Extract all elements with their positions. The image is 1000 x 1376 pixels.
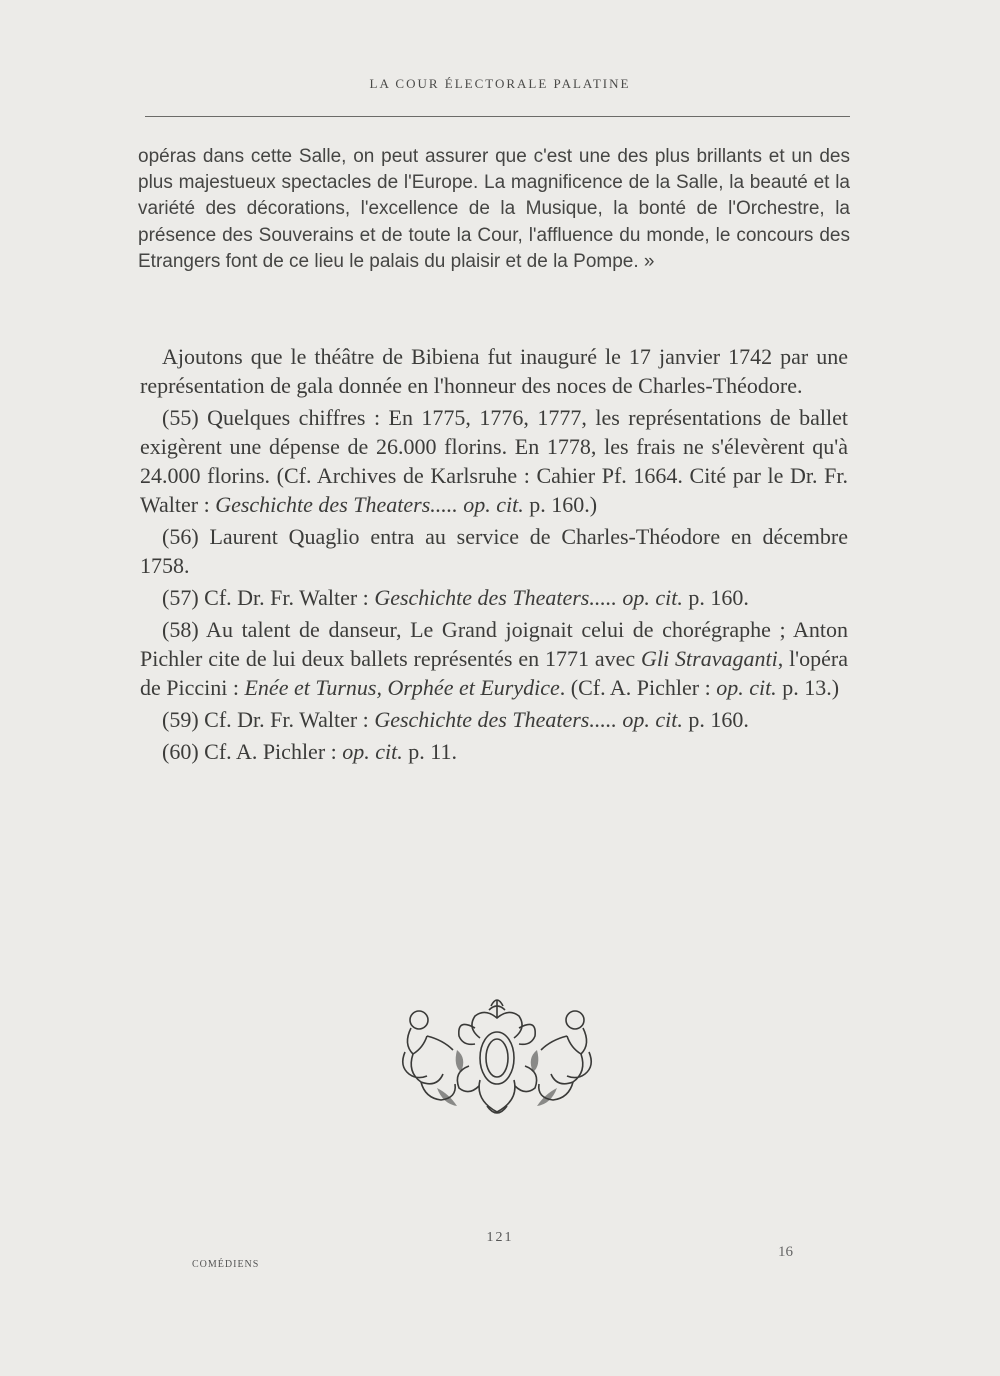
footnote-57 <box>140 583 848 612</box>
footnote-55-title: Geschichte des Theaters..... <box>215 492 458 517</box>
footnote-58-tail: p. 13.) <box>776 675 840 700</box>
footnote-59-text: (59) Cf. Dr. Fr. Walter : <box>162 707 375 732</box>
footnote-60-text: (60) Cf. A. Pichler : <box>162 739 343 764</box>
running-head: LA COUR ÉLECTORALE PALATINE <box>369 76 631 91</box>
quote-paragraph: opéras dans cette Salle, on peut assurer que c'est une des plus brillants et un des plus majestueux spectacles de l'Europe. La magnificence de la Salle, la beauté et la variété des décorations, l'excellence de la Musique, la bonté de l'Orchestre, la présence des Souverains et de toute la Cour, l'affluence du monde, le concours des Etrangers font de ce lieu le palais du plaisir et de la Pompe. » <box>138 146 850 272</box>
footnote-60-opcit: op. cit. <box>342 739 403 764</box>
footnote-55-opcit: op. cit. <box>463 492 524 517</box>
decorative-cartouche-icon <box>397 988 597 1128</box>
footnote-57-tail: p. 160. <box>682 585 749 610</box>
footnote-58-mid2: . (Cf. A. Pichler : <box>559 675 717 700</box>
intro-paragraph: Ajoutons que le théâtre de Bibiena fut inauguré le 17 janvier 1742 par une représentation de gala donnée en l'honneur des noces de Charles-Théodore. <box>140 344 848 398</box>
footnote-59-tail: p. 160. <box>682 707 749 732</box>
footnote-57-opcit: op. cit. <box>622 585 683 610</box>
footnote-59-opcit: op. cit. <box>622 707 683 732</box>
footnote-58-work1: Gli Stravaganti <box>641 646 778 671</box>
footnote-58-mid: , l'opéra de Piccini : <box>140 646 848 700</box>
footnote-58 <box>140 615 848 702</box>
footnote-59 <box>140 705 848 734</box>
body-text <box>140 342 848 766</box>
footnote-60-tail: p. 11. <box>402 739 457 764</box>
signature-label: COMÉDIENS <box>192 1259 260 1270</box>
footnote-57-text: (57) Cf. Dr. Fr. Walter : <box>162 585 375 610</box>
footnote-55-tail: p. 160.) <box>523 492 598 517</box>
footnote-55 <box>140 403 848 519</box>
footnote-60 <box>140 737 848 766</box>
header-rule <box>145 116 850 117</box>
footnote-58-opcit: op. cit. <box>716 675 777 700</box>
footnote-58-text: (58) Au talent de danseur, Le Grand joignait celui de chorégraphe ; Anton Pichler cite de lui deux ballets représentés en 1771 avec <box>140 617 848 671</box>
footnote-56: (56) Laurent Quaglio entra au service de Charles-Théodore en décembre 1758. <box>140 524 848 578</box>
page-number: 121 <box>486 1230 514 1245</box>
footnote-58-work2: Enée et Turnus, Orphée et Eurydice <box>244 675 560 700</box>
footnote-59-title: Geschichte des Theaters..... <box>374 707 617 732</box>
signature-mark: 16 <box>778 1244 793 1260</box>
footnote-57-title: Geschichte des Theaters..... <box>374 585 617 610</box>
footnote-55-text: (55) Quelques chiffres : En 1775, 1776, 1777, les représentations de ballet exigèrent une dépense de 26.000 florins. En 1778, les frais ne s'élevèrent qu'à 24.000 florins. (Cf. Archives de Karlsruhe : Cahier Pf. 1664. Cité par le Dr. Fr. Walter : <box>140 405 848 517</box>
